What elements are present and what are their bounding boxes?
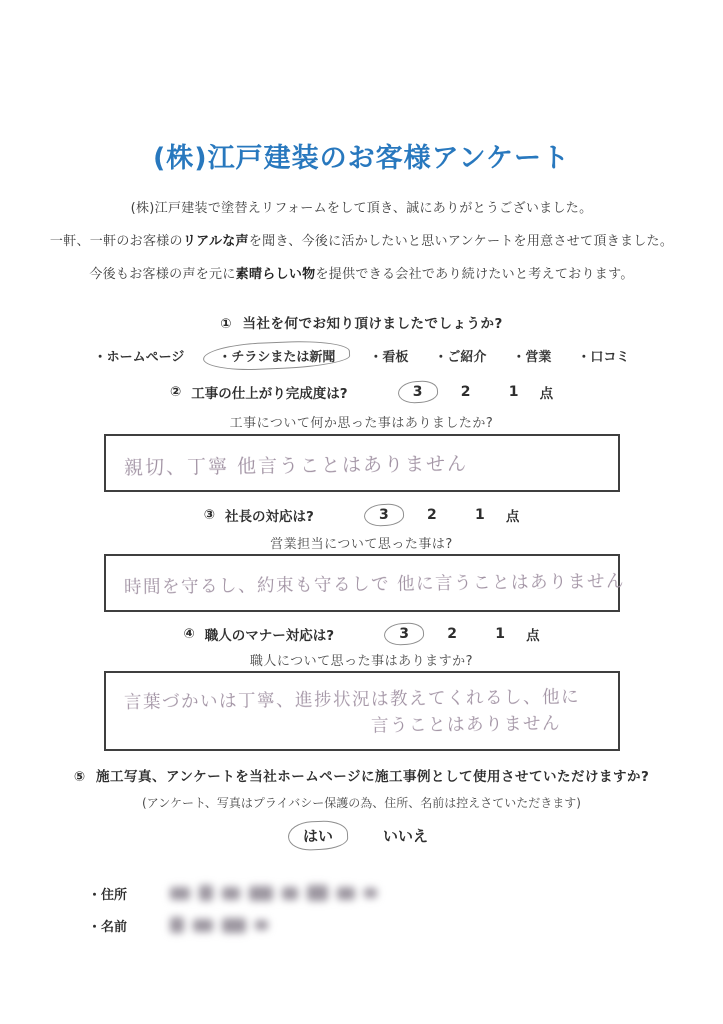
score-1: 1 (495, 626, 506, 642)
question-5-number: ⑤ (73, 769, 86, 785)
answer-box-sales-rep (104, 554, 625, 612)
score-1: 1 (475, 507, 485, 523)
question-4-label: 職人のマナー対応は? (204, 628, 335, 644)
redaction-blob (364, 888, 377, 898)
redaction-blob (199, 885, 213, 901)
option-word-of-mouth: ・口コミ (577, 350, 630, 365)
question-4-sub-question: 職人について思った事はありますか? (249, 654, 474, 669)
question-1-options (0, 345, 723, 366)
intro-line-2-pre: 一軒、一軒のお客様の (49, 234, 183, 249)
question-3-sub-question: 営業担当について思った事は? (270, 537, 453, 552)
question-4-number: ④ (183, 626, 195, 642)
address-label: ・住所 (88, 887, 128, 903)
intro-line-3 (0, 263, 723, 282)
intro-section (0, 197, 723, 282)
intro-line-3-bold: 素晴らしい物 (235, 267, 316, 282)
redaction-blob (170, 887, 190, 900)
score-3-selected: 3 (368, 506, 400, 524)
redaction-blob (249, 886, 273, 901)
footer-section (0, 877, 723, 941)
answer-box-construction (104, 434, 620, 492)
score-unit: 点 (539, 386, 554, 402)
score-3-selected: 3 (402, 383, 434, 401)
question-2-sub-question: 工事について何か思った事はありましたか? (229, 416, 494, 431)
question-2-scores (394, 382, 554, 402)
option-flyer-newspaper-selected: ・チラシまたは新聞 (210, 345, 343, 366)
redaction-blob (307, 885, 328, 901)
question-2-label: 工事の仕上がり完成度は? (191, 386, 348, 402)
question-5-label: 施工写真、アンケートを当社ホームページに施工事例として使用させていただけますか? (96, 769, 650, 785)
name-row (88, 909, 723, 941)
address-row (88, 877, 723, 909)
question-3-scores (360, 505, 520, 525)
option-no: いいえ (383, 827, 429, 845)
question-1-label: 当社を何でお知り頂けましたでしょうか? (242, 316, 503, 332)
score-unit: 点 (526, 628, 540, 644)
option-referral: ・ご紹介 (434, 350, 487, 365)
handwritten-answer-sales-rep: 時間を守るし、約束も守るしで 他に言うことはありません (123, 571, 625, 598)
question-4-heading (0, 624, 723, 644)
redaction-blob (222, 887, 240, 900)
question-3-number: ③ (203, 507, 216, 523)
name-label: ・名前 (88, 919, 128, 935)
page-title: (株)江戸建装のお客様アンケート (152, 143, 571, 174)
intro-line-2 (0, 230, 723, 249)
handwritten-answer-craftsmen-line1: 言葉づかいは丁寧、進捗状況は教えてくれるし、他に (123, 687, 580, 713)
redaction-blob (255, 920, 268, 930)
redaction-blob (222, 918, 246, 933)
address-value-redacted (170, 885, 377, 901)
question-3-heading (0, 505, 723, 525)
score-3-selected: 3 (388, 625, 420, 643)
intro-line-1 (0, 197, 723, 216)
name-value-redacted (170, 917, 268, 933)
score-2: 2 (447, 626, 458, 642)
option-sales: ・営業 (512, 350, 552, 365)
option-signboard: ・看板 (369, 350, 409, 365)
question-1-number: ① (220, 316, 233, 332)
answer-box-craftsmen (104, 671, 620, 751)
option-yes-selected: はい (295, 824, 341, 847)
score-1: 1 (508, 384, 519, 400)
question-1-heading (0, 312, 723, 332)
redaction-blob (337, 887, 355, 900)
redaction-blob (193, 919, 213, 932)
intro-line-2-post: を聞き、今後に活かしたいと思いアンケートを用意させて頂きました。 (248, 234, 674, 249)
question-2-number: ② (169, 384, 182, 400)
option-homepage: ・ホームページ (93, 350, 185, 365)
handwritten-answer-craftsmen-line2: 言うことはありません (370, 714, 562, 737)
redaction-blob (170, 917, 184, 933)
intro-line-1-text: (株)江戸建装で塗替えリフォームをして頂き、誠にありがとうございました。 (130, 201, 593, 216)
score-2: 2 (460, 384, 471, 400)
question-4-scores (380, 624, 540, 644)
score-unit: 点 (505, 509, 520, 525)
privacy-note: (アンケート、写真はプライバシー保護の為、住所、名前は控えさていただきます) (142, 796, 581, 810)
handwritten-answer-construction: 親切、丁寧 他言うことはありません (123, 452, 468, 479)
score-2: 2 (427, 507, 437, 523)
intro-line-3-pre: 今後もお客様の声を元に (89, 267, 236, 282)
redaction-blob (282, 887, 298, 900)
intro-line-3-post: を提供できる会社であり続けたいと考えております。 (315, 267, 634, 282)
intro-line-2-bold: リアルな声 (182, 234, 249, 249)
question-2-heading (0, 382, 723, 402)
question-3-label: 社長の対応は? (225, 509, 314, 525)
question-5-heading (0, 765, 723, 785)
question-5-answer-row (0, 824, 723, 847)
